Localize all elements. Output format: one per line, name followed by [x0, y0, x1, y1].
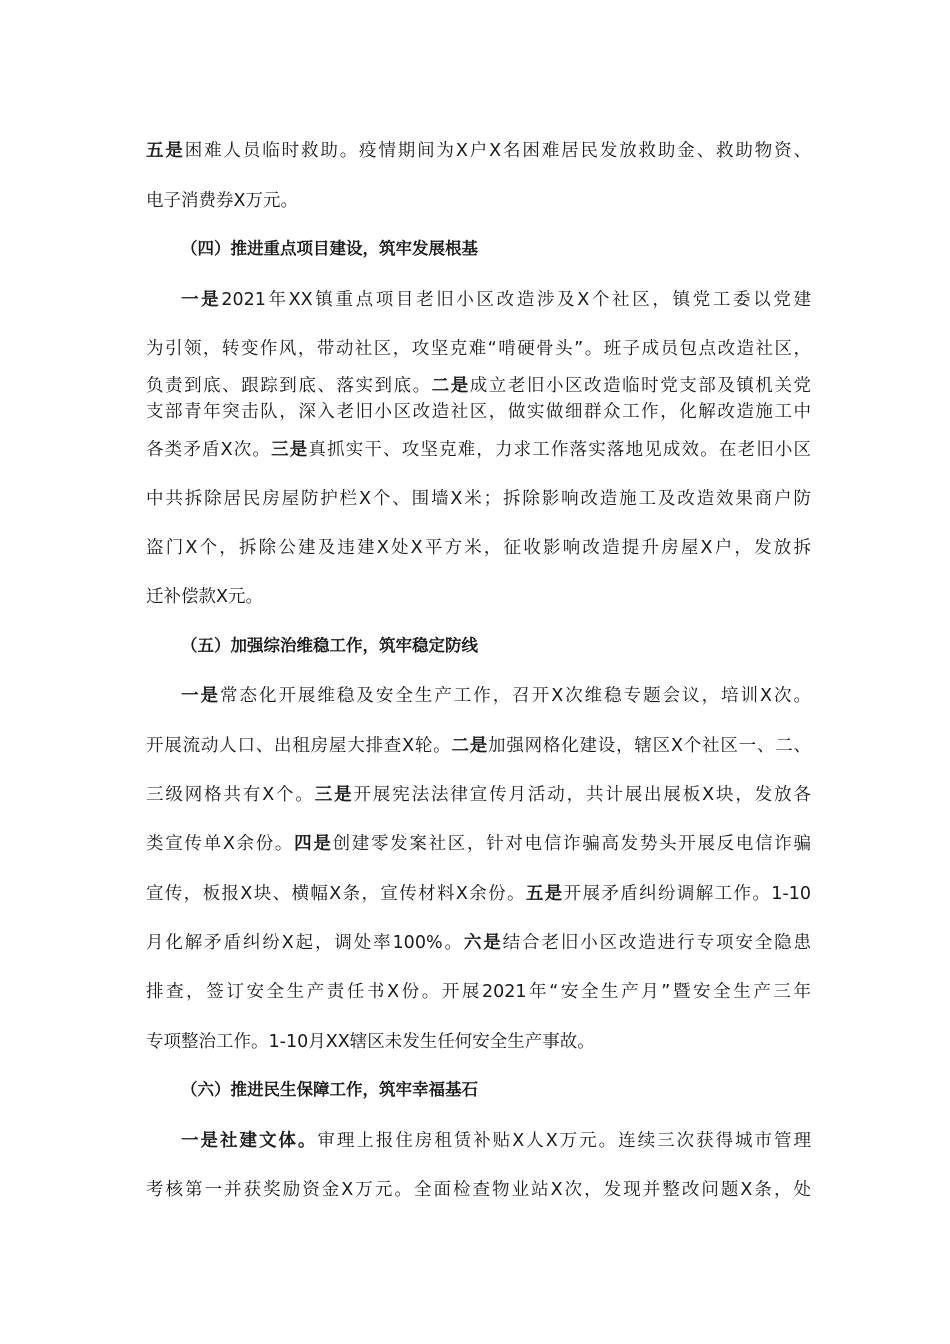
- paragraph-line: 考核第一并获奖励资金X万元。全面检查物业站X次，发现并整改问题X条，处: [146, 1180, 811, 1200]
- paragraph-line: 类宣传单X余份。四是创建零发案社区，针对电信诈骗高发势头开展反电信诈骗: [146, 834, 811, 854]
- paragraph-line: 专项整治工作。1-10月XX辖区未发生任何安全生产事故。: [146, 1032, 595, 1052]
- paragraph-line: 三级网格共有X个。三是开展宪法法律宣传月活动，共计展出展板X块，发放各: [146, 785, 811, 805]
- paragraph-line: 一是常态化开展维稳及安全生产工作，召开X次维稳专题会议，培训X次。: [181, 686, 811, 706]
- paragraph-line: 月化解矛盾纠纷X起，调处率100%。六是结合老旧小区改造进行专项安全隐患: [146, 933, 811, 953]
- paragraph-line: 排查，签订安全生产责任书X份。开展2021年“安全生产月”暨安全生产三年: [146, 982, 811, 1002]
- paragraph-line: 为引领，转变作风，带动社区，攻坚克难“啃硬骨头”。班子成员包点改造社区，: [146, 339, 811, 359]
- paragraph-line: 电子消费券X万元。: [146, 191, 298, 211]
- paragraph-line: 五是困难人员临时救助。疫情期间为X户X名困难居民发放救助金、救助物资、: [146, 141, 811, 161]
- paragraph-line: 迁补偿款X元。: [146, 587, 263, 607]
- section-heading-5: （五）加强综治维稳工作，筑牢稳定防线: [181, 636, 478, 655]
- paragraph-line: 宣传，板报X块、横幅X条，宣传材料X余份。五是开展矛盾纠纷调解工作。1-10: [146, 884, 811, 904]
- section-heading-6: （六）推进民生保障工作，筑牢幸福基石: [181, 1080, 478, 1099]
- paragraph-line: 各类矛盾X次。三是真抓实干、攻坚克难，力求工作落实落地见成效。在老旧小区: [146, 440, 811, 460]
- paragraph-line: 一是2021年XX镇重点项目老旧小区改造涉及X个社区，镇党工委以党建: [181, 290, 811, 310]
- paragraph-line: 盗门X个，拆除公建及违建X处X平方米，征收影响改造提升房屋X户，发放拆: [146, 538, 811, 558]
- paragraph-line: 一是社建文体。审理上报住房租赁补贴X人X万元。连续三次获得城市管理: [181, 1131, 811, 1151]
- paragraph-line: 负责到底、跟踪到底、落实到底。二是成立老旧小区改造临时党支部及镇机关党: [146, 376, 811, 396]
- paragraph-line: 中共拆除居民房屋防护栏X个、围墙X米；拆除影响改造施工及改造效果商户防: [146, 489, 811, 509]
- paragraph-line: 支部青年突击队，深入老旧小区改造社区，做实做细群众工作，化解改造施工中: [146, 402, 811, 422]
- paragraph-line: 开展流动人口、出租房屋大排查X轮。二是加强网格化建设，辖区X个社区一、二、: [146, 736, 811, 756]
- section-heading-4: （四）推进重点项目建设，筑牢发展根基: [181, 239, 478, 258]
